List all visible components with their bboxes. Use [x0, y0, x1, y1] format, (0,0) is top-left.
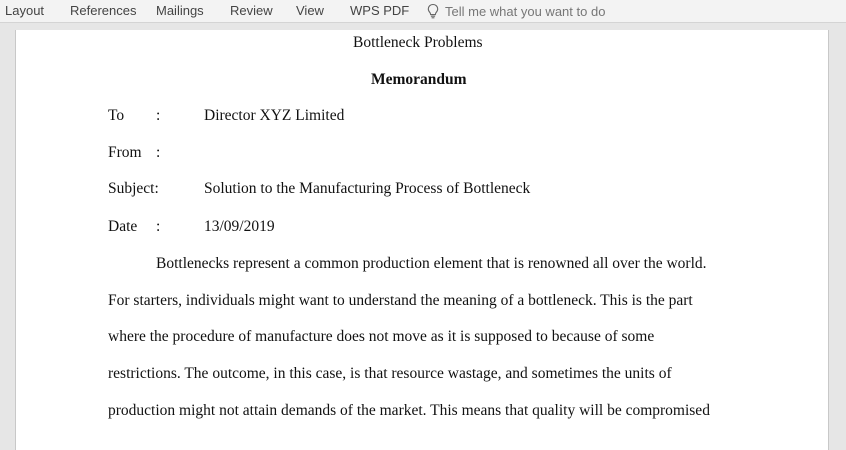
memo-heading: Memorandum — [371, 71, 467, 88]
memo-label-to: To — [108, 107, 125, 124]
memo-label-from: From — [108, 144, 142, 161]
tell-me-placeholder: Tell me what you want to do — [445, 3, 606, 19]
memo-value-date: 13/09/2019 — [204, 218, 275, 235]
tab-wps-pdf[interactable]: WPS PDF — [350, 3, 410, 18]
tab-mailings[interactable]: Mailings — [156, 3, 204, 18]
tell-me-search[interactable] — [426, 2, 605, 20]
tab-layout[interactable]: Layout — [5, 3, 45, 18]
memo-separator-from: : — [156, 144, 161, 161]
lightbulb-icon — [426, 3, 440, 19]
ribbon-tab-bar — [0, 0, 846, 23]
memo-separator-date: : — [156, 218, 161, 235]
memo-value-to: Director XYZ Limited — [204, 107, 345, 124]
memo-label-date: Date — [108, 218, 138, 235]
body-line-5: production might not attain demands of the market. This means that quality will be compromised — [108, 402, 710, 419]
body-line-3: where the procedure of manufacture does not move as it is supposed to because of some — [108, 328, 655, 345]
document-title: Bottleneck Problems — [353, 34, 483, 51]
body-line-4: restrictions. The outcome, in this case, is that resource wastage, and sometimes the units of — [108, 365, 672, 382]
document-page[interactable] — [15, 30, 829, 450]
body-line-1: Bottlenecks represent a common production element that is renowned all over the world. — [156, 255, 707, 272]
tab-view[interactable]: View — [296, 3, 324, 18]
tab-review[interactable]: Review — [230, 3, 273, 18]
memo-label-subject: Subject: — [108, 180, 159, 197]
body-line-2: For starters, individuals might want to understand the meaning of a bottleneck. This is the part — [108, 292, 693, 309]
memo-value-subject: Solution to the Manufacturing Process of Bottleneck — [204, 180, 531, 197]
memo-separator-to: : — [156, 107, 161, 124]
tab-references[interactable]: References — [70, 3, 137, 18]
